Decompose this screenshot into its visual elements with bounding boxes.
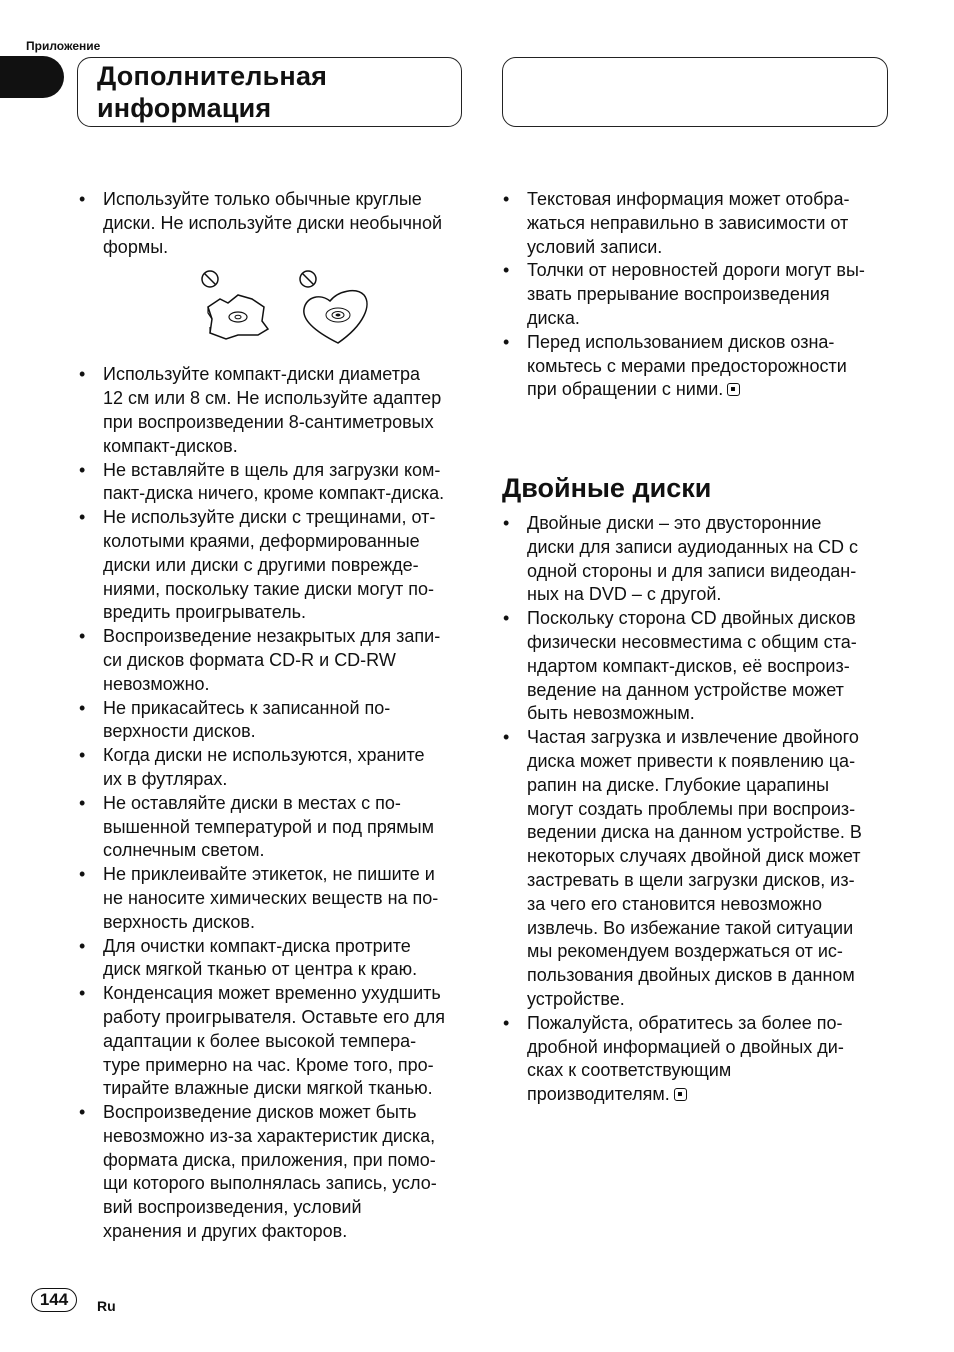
list-item: • Текстовая информация может отобра- жаться неправильно в зависимости от условий записи. xyxy=(502,188,894,259)
right-column xyxy=(502,188,894,402)
dual-discs-section xyxy=(502,512,894,1107)
list-item: • Конденсация может временно ухудшить работу проигрывателя. Оставьте его для адаптации к более высокой темпера- туре примерно на час. Кроме того, про- тирайте влажные диски мягкой тканью. xyxy=(78,982,468,1101)
bullet-list-care xyxy=(78,363,468,1243)
list-item: • Используйте компакт-диски диаметра 12 см или 8 см. Не используйте адаптер при воспроизведении 8-сантиметровых компакт-дисков. xyxy=(78,363,468,458)
list-item: • Не оставляйте диски в местах с по- вышенной температурой и под прямым солнечным светом. xyxy=(78,792,468,863)
list-item-text: Перед использованием дисков озна- комьтесь с мерами предосторожности при обращении с ними. xyxy=(527,331,847,400)
list-item: • Используйте только обычные круглые диски. Не используйте диски необычной формы. xyxy=(78,188,468,259)
list-item: • Поскольку сторона CD двойных дисков физически несовместима с общим ста- ндартом компакт-дисков, её воспроиз- ведение на данном устройстве может быть невозможным. xyxy=(502,607,894,726)
prohibited-icon xyxy=(300,271,316,287)
list-item: • Двойные диски – это двусторонние диски для записи аудиоданных на CD с одной стороны и для записи видеодан- ных на DVD – с другой. xyxy=(502,512,894,607)
list-item: • Толчки от неровностей дороги могут вы- звать прерывание воспроизведения диска. xyxy=(502,259,894,330)
empty-header-box xyxy=(502,57,888,127)
list-item: • Не вставляйте в щель для загрузки ком- пакт-диска ничего, кроме компакт-диска. xyxy=(78,459,468,507)
list-item: • Не приклеивайте этикеток, не пишите и не наносите химических веществ на по- верхность дисков. xyxy=(78,863,468,934)
heart-shaped-disc-icon xyxy=(304,291,367,343)
section-heading-dual-discs: Двойные диски xyxy=(502,473,712,503)
end-of-section-icon xyxy=(727,383,740,396)
list-item-text: Пожалуйста, обратитесь за более по- дробной информацией о двойных ди- сках к соответствующим производителям. xyxy=(527,1012,844,1105)
list-item: • Не используйте диски с трещинами, от- колотыми краями, деформированные диски или диски с другими поврежде- ниями, поскольку такие диски могут по- вредить проигрыватель. xyxy=(78,506,468,625)
list-item: • Не прикасайтесь к записанной по- верхности дисков. xyxy=(78,697,468,745)
list-item: • Когда диски не используются, храните их в футлярах. xyxy=(78,744,468,792)
section-label: Приложение xyxy=(26,39,101,53)
language-code: Ru xyxy=(97,1298,116,1314)
page-number: 144 xyxy=(31,1288,77,1312)
odd-shaped-disc-icon xyxy=(208,295,268,339)
list-item xyxy=(502,1012,894,1107)
bullet-list-notes xyxy=(502,188,894,402)
end-of-section-icon xyxy=(674,1088,687,1101)
list-item: • Воспроизведение незакрытых для запи- си дисков формата CD-R и CD-RW невозможно. xyxy=(78,625,468,696)
bullet-list-intro xyxy=(78,188,468,259)
prohibited-icon xyxy=(202,271,218,287)
list-item: • Для очистки компакт-диска протрите диск мягкой тканью от центра к краю. xyxy=(78,935,468,983)
left-column xyxy=(78,188,468,1244)
list-item xyxy=(502,331,894,402)
list-item: • Частая загрузка и извлечение двойного диска может привести к появлению ца- рапин на диске. Глубокие царапины могут создать проблемы при воспроиз- ведении диска на данном устройстве. В некоторых случаях двойной диск может застревать в щели загрузки дисков, из- за чего его становится невозможно извлечь. Во избежание такой ситуации мы рекомендуем воздержаться от ис- пользования двойных дисков в данном устройстве. xyxy=(502,726,894,1012)
page-title: Дополнительная информация xyxy=(97,61,328,123)
disc-shapes-figure xyxy=(78,263,468,363)
section-tab-marker xyxy=(0,56,64,98)
list-item: • Воспроизведение дисков может быть невозможно из-за характеристик диска, формата диска, приложения, при помо- щи которого выполнялась запись, усло- вий воспроизведения, условий хранения и других факторов. xyxy=(78,1101,468,1244)
bullet-list-dual-discs xyxy=(502,512,894,1107)
title-box xyxy=(77,57,462,127)
